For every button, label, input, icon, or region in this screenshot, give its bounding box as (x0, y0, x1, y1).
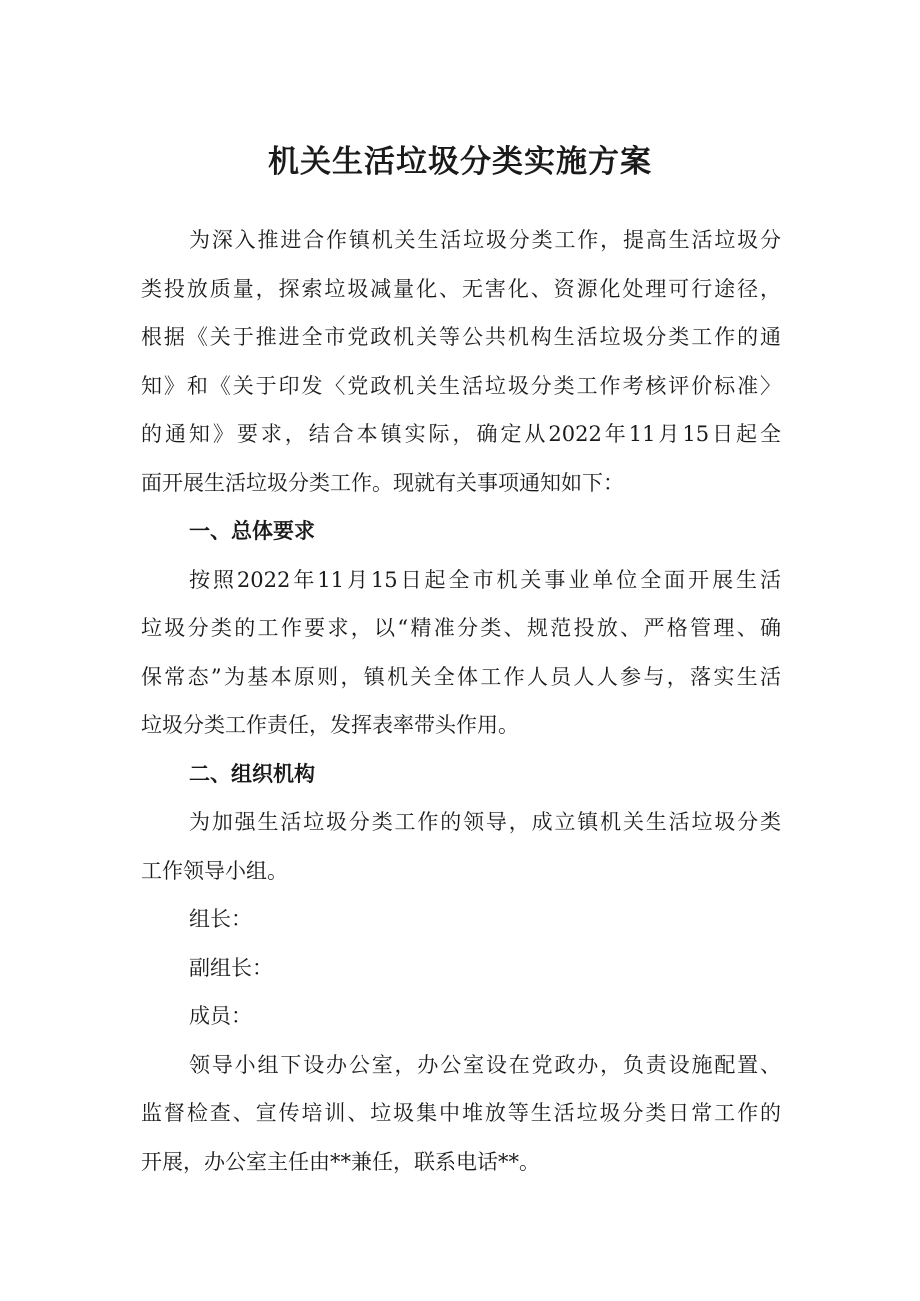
paragraph-line: 的通知》要求，结合本镇实际，确定从2022年11月15日起全 (141, 422, 781, 446)
group-leader-line: 组长： (189, 907, 252, 931)
paragraph-line: 工作领导小组。 (141, 858, 288, 883)
document-title: 机关生活垃圾分类实施方案 (268, 144, 652, 180)
paragraph-line: 垃圾分类的工作要求，以“精准分类、规范投放、严格管理、确 (141, 616, 781, 640)
paragraph-line: 保常态”为基本原则，镇机关全体工作人员人人参与，落实生活 (141, 664, 781, 689)
deputy-leader-line: 副组长： (189, 955, 273, 980)
paragraph-line: 按照2022年11月15日起全市机关事业单位全面开展生活 (189, 567, 781, 592)
document-body (141, 216, 781, 1186)
paragraph-line: 开展，办公室主任由**兼任，联系电话**。 (141, 1149, 540, 1174)
section-heading: 二、组织机构 (189, 761, 315, 786)
paragraph-line: 监督检查、宣传培训、垃圾集中堆放等生活垃圾分类日常工作的 (141, 1101, 781, 1125)
section-heading: 一、总体要求 (189, 519, 315, 543)
paragraph-line: 垃圾分类工作责任，发挥表率带头作用。 (141, 713, 519, 737)
paragraph-line: 面开展生活垃圾分类工作。现就有关事项通知如下： (141, 470, 624, 495)
paragraph-line: 知》和《关于印发〈党政机关生活垃圾分类工作考核评价标准〉 (141, 373, 781, 398)
paragraph-line: 根据《关于推进全市党政机关等公共机构生活垃圾分类工作的通 (141, 325, 781, 349)
paragraph-line: 为加强生活垃圾分类工作的领导，成立镇机关生活垃圾分类 (189, 810, 781, 834)
paragraph-line: 类投放质量，探索垃圾减量化、无害化、资源化处理可行途径， (141, 276, 781, 301)
members-line: 成员： (189, 1004, 252, 1028)
paragraph-line: 为深入推进合作镇机关生活垃圾分类工作，提高生活垃圾分 (189, 228, 781, 252)
paragraph-line: 领导小组下设办公室，办公室设在党政办，负责设施配置、 (189, 1052, 781, 1077)
